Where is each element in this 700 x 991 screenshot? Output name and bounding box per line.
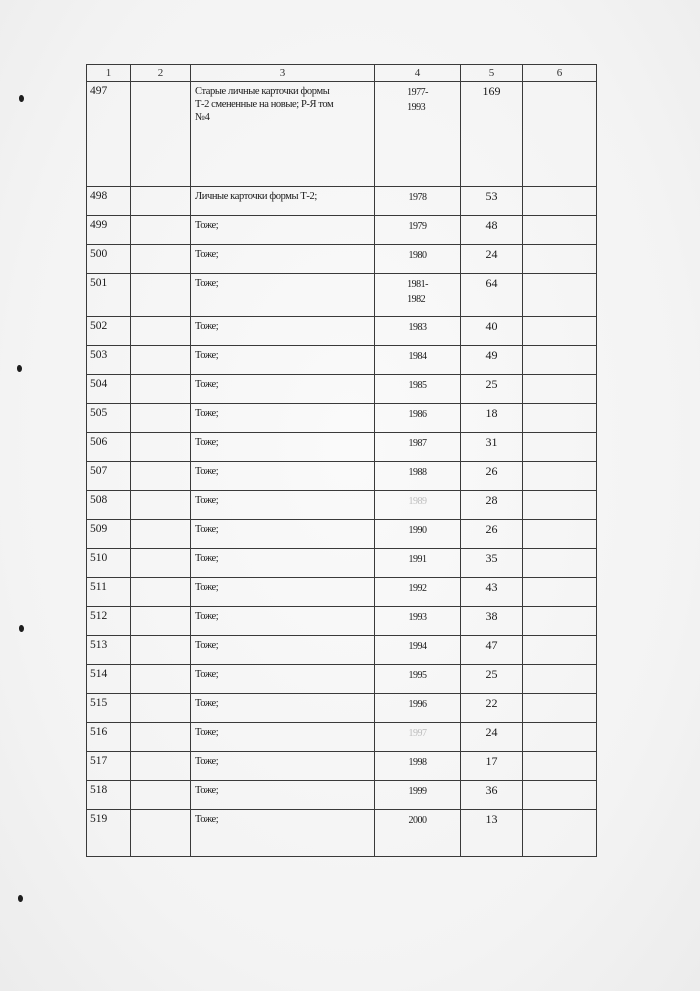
sheet-count-cell: 25 xyxy=(461,375,523,404)
table-body xyxy=(87,82,597,857)
year-value xyxy=(409,465,427,480)
description-cell xyxy=(191,694,375,723)
year-cell xyxy=(375,187,461,216)
description-line: №4 xyxy=(195,112,210,123)
item-number-cell: 516 xyxy=(87,723,131,752)
column-2-cell xyxy=(131,549,191,578)
notes-cell xyxy=(523,636,597,665)
notes-cell xyxy=(523,578,597,607)
column-2-cell xyxy=(131,216,191,245)
notes-cell xyxy=(523,665,597,694)
year-line: 1999 xyxy=(408,786,427,797)
description-cell xyxy=(191,433,375,462)
sheet-count-cell: 18 xyxy=(461,404,523,433)
year-cell xyxy=(375,317,461,346)
description-cell xyxy=(191,520,375,549)
description-cell xyxy=(191,549,375,578)
year-cell xyxy=(375,346,461,375)
item-number-cell: 518 xyxy=(87,781,131,810)
description-line: Тоже; xyxy=(195,698,219,709)
year-cell xyxy=(375,665,461,694)
description-cell xyxy=(191,274,375,317)
item-number-cell: 502 xyxy=(87,317,131,346)
description-cell xyxy=(191,317,375,346)
year-cell xyxy=(375,433,461,462)
table-row xyxy=(87,636,597,665)
column-2-cell xyxy=(131,187,191,216)
column-2-cell xyxy=(131,520,191,549)
year-line: 1992 xyxy=(408,583,427,594)
table-row xyxy=(87,216,597,245)
punch-hole-mark xyxy=(19,625,24,632)
description-line: Тоже; xyxy=(195,350,219,361)
item-number-cell: 515 xyxy=(87,694,131,723)
year-line: 1993 xyxy=(408,612,427,623)
year-value xyxy=(409,552,427,567)
year-value xyxy=(409,697,427,712)
year-cell xyxy=(375,723,461,752)
table-row xyxy=(87,752,597,781)
item-number-cell: 519 xyxy=(87,810,131,857)
year-line: 1986 xyxy=(408,409,427,420)
notes-cell xyxy=(523,404,597,433)
column-2-cell xyxy=(131,665,191,694)
notes-cell xyxy=(523,752,597,781)
punch-hole-mark xyxy=(17,365,22,372)
year-cell xyxy=(375,491,461,520)
year-line: 1985 xyxy=(408,380,427,391)
sheet-count-cell: 17 xyxy=(461,752,523,781)
year-value xyxy=(409,378,427,393)
notes-cell xyxy=(523,82,597,187)
year-line: 1991 xyxy=(408,554,427,565)
item-number-cell: 503 xyxy=(87,346,131,375)
notes-cell xyxy=(523,549,597,578)
year-line: 1984 xyxy=(408,351,427,362)
year-cell xyxy=(375,462,461,491)
year-value xyxy=(409,494,427,509)
sheet-count-cell: 49 xyxy=(461,346,523,375)
description-line: Тоже; xyxy=(195,727,219,738)
notes-cell xyxy=(523,694,597,723)
notes-cell xyxy=(523,781,597,810)
description-line: Тоже; xyxy=(195,814,219,825)
description-cell xyxy=(191,810,375,857)
archive-inventory-table xyxy=(86,64,597,857)
description-line: Тоже; xyxy=(195,582,219,593)
column-2-cell xyxy=(131,578,191,607)
sheet-count-cell: 25 xyxy=(461,665,523,694)
item-number-cell: 506 xyxy=(87,433,131,462)
item-number-cell: 497 xyxy=(87,82,131,187)
year-line: 1990 xyxy=(408,525,427,536)
column-2-cell xyxy=(131,375,191,404)
punch-hole-mark xyxy=(18,895,23,902)
sheet-count-cell: 64 xyxy=(461,274,523,317)
notes-cell xyxy=(523,433,597,462)
column-2-cell xyxy=(131,694,191,723)
column-2-cell xyxy=(131,346,191,375)
year-value xyxy=(409,755,427,770)
notes-cell xyxy=(523,274,597,317)
table-row xyxy=(87,578,597,607)
item-number-cell: 499 xyxy=(87,216,131,245)
year-value xyxy=(407,277,428,307)
column-2-cell xyxy=(131,781,191,810)
punch-hole-mark xyxy=(19,95,24,102)
table-row xyxy=(87,346,597,375)
year-cell xyxy=(375,274,461,317)
sheet-count-cell: 38 xyxy=(461,607,523,636)
sheet-count-cell: 36 xyxy=(461,781,523,810)
column-number-row xyxy=(87,65,597,82)
year-line: 1997 xyxy=(408,728,427,739)
year-line: 2000 xyxy=(408,815,427,826)
table-row xyxy=(87,723,597,752)
notes-cell xyxy=(523,317,597,346)
year-cell xyxy=(375,404,461,433)
table-row xyxy=(87,245,597,274)
column-header: 3 xyxy=(191,65,375,82)
table-row xyxy=(87,82,597,187)
year-line: 1996 xyxy=(408,699,427,710)
column-2-cell xyxy=(131,462,191,491)
table-row xyxy=(87,607,597,636)
sheet-count-cell: 43 xyxy=(461,578,523,607)
description-line: Т-2 смененные на новые; Р-Я том xyxy=(195,99,334,110)
table-row xyxy=(87,274,597,317)
notes-cell xyxy=(523,187,597,216)
year-cell xyxy=(375,781,461,810)
table-row xyxy=(87,491,597,520)
table-row xyxy=(87,187,597,216)
year-cell xyxy=(375,607,461,636)
item-number-cell: 508 xyxy=(87,491,131,520)
year-value xyxy=(409,219,427,234)
sheet-count-cell: 26 xyxy=(461,462,523,491)
year-line: 1983 xyxy=(408,322,427,333)
description-cell xyxy=(191,781,375,810)
description-line: Тоже; xyxy=(195,249,219,260)
column-2-cell xyxy=(131,404,191,433)
column-2-cell xyxy=(131,752,191,781)
year-line: 1980 xyxy=(408,250,427,261)
description-line: Тоже; xyxy=(195,640,219,651)
table-row xyxy=(87,462,597,491)
description-cell xyxy=(191,607,375,636)
description-line: Тоже; xyxy=(195,466,219,477)
description-line: Тоже; xyxy=(195,495,219,506)
year-cell xyxy=(375,810,461,857)
table-row xyxy=(87,665,597,694)
year-cell xyxy=(375,216,461,245)
year-line: 1989 xyxy=(408,496,427,507)
year-value xyxy=(409,523,427,538)
year-line: 1977- xyxy=(407,87,428,98)
item-number-cell: 501 xyxy=(87,274,131,317)
year-value xyxy=(409,639,427,654)
description-line: Тоже; xyxy=(195,611,219,622)
column-2-cell xyxy=(131,607,191,636)
description-line: Тоже; xyxy=(195,524,219,535)
year-line: 1987 xyxy=(408,438,427,449)
description-line: Тоже; xyxy=(195,669,219,680)
year-line: 1982 xyxy=(407,294,426,305)
table-row xyxy=(87,781,597,810)
year-cell xyxy=(375,520,461,549)
description-cell xyxy=(191,245,375,274)
sheet-count-cell: 48 xyxy=(461,216,523,245)
description-line: Тоже; xyxy=(195,278,219,289)
year-value xyxy=(409,320,427,335)
item-number-cell: 498 xyxy=(87,187,131,216)
year-line: 1978 xyxy=(408,192,427,203)
column-2-cell xyxy=(131,723,191,752)
year-value xyxy=(409,668,427,683)
sheet-count-cell: 22 xyxy=(461,694,523,723)
table-row xyxy=(87,549,597,578)
column-2-cell xyxy=(131,317,191,346)
year-line: 1995 xyxy=(408,670,427,681)
year-value xyxy=(409,784,427,799)
description-cell xyxy=(191,752,375,781)
year-value xyxy=(409,349,427,364)
item-number-cell: 509 xyxy=(87,520,131,549)
table-row xyxy=(87,694,597,723)
column-header: 4 xyxy=(375,65,461,82)
description-line: Тоже; xyxy=(195,321,219,332)
item-number-cell: 512 xyxy=(87,607,131,636)
item-number-cell: 517 xyxy=(87,752,131,781)
table-row xyxy=(87,404,597,433)
year-line: 1981- xyxy=(407,279,428,290)
year-value xyxy=(409,610,427,625)
table-row xyxy=(87,520,597,549)
column-2-cell xyxy=(131,636,191,665)
year-cell xyxy=(375,578,461,607)
notes-cell xyxy=(523,810,597,857)
column-2-cell xyxy=(131,810,191,857)
table-row xyxy=(87,317,597,346)
table-row xyxy=(87,375,597,404)
description-cell xyxy=(191,636,375,665)
sheet-count-cell: 13 xyxy=(461,810,523,857)
description-line: Тоже; xyxy=(195,379,219,390)
sheet-count-cell: 24 xyxy=(461,245,523,274)
table-row xyxy=(87,810,597,857)
column-header: 5 xyxy=(461,65,523,82)
year-value xyxy=(407,85,428,115)
description-cell xyxy=(191,462,375,491)
description-line: Тоже; xyxy=(195,220,219,231)
description-cell xyxy=(191,346,375,375)
table-row xyxy=(87,433,597,462)
notes-cell xyxy=(523,520,597,549)
year-cell xyxy=(375,636,461,665)
item-number-cell: 504 xyxy=(87,375,131,404)
description-cell xyxy=(191,82,375,187)
item-number-cell: 510 xyxy=(87,549,131,578)
year-cell xyxy=(375,694,461,723)
sheet-count-cell: 47 xyxy=(461,636,523,665)
sheet-count-cell: 26 xyxy=(461,520,523,549)
item-number-cell: 500 xyxy=(87,245,131,274)
year-line: 1988 xyxy=(408,467,427,478)
description-cell xyxy=(191,187,375,216)
description-cell xyxy=(191,491,375,520)
description-cell xyxy=(191,665,375,694)
description-line: Тоже; xyxy=(195,756,219,767)
item-number-cell: 511 xyxy=(87,578,131,607)
year-value xyxy=(409,407,427,422)
year-cell xyxy=(375,82,461,187)
item-number-cell: 505 xyxy=(87,404,131,433)
sheet-count-cell: 169 xyxy=(461,82,523,187)
year-cell xyxy=(375,549,461,578)
year-line: 1979 xyxy=(408,221,427,232)
sheet-count-cell: 35 xyxy=(461,549,523,578)
description-cell xyxy=(191,216,375,245)
description-line: Тоже; xyxy=(195,408,219,419)
description-cell xyxy=(191,578,375,607)
description-line: Личные карточки формы Т-2; xyxy=(195,191,317,202)
year-cell xyxy=(375,245,461,274)
column-header: 6 xyxy=(523,65,597,82)
column-2-cell xyxy=(131,274,191,317)
notes-cell xyxy=(523,216,597,245)
item-number-cell: 513 xyxy=(87,636,131,665)
sheet-count-cell: 40 xyxy=(461,317,523,346)
description-line: Тоже; xyxy=(195,437,219,448)
year-value xyxy=(409,190,427,205)
year-value xyxy=(409,581,427,596)
year-value xyxy=(409,436,427,451)
year-line: 1993 xyxy=(407,102,426,113)
sheet-count-cell: 24 xyxy=(461,723,523,752)
year-value xyxy=(409,813,427,828)
year-cell xyxy=(375,752,461,781)
item-number-cell: 507 xyxy=(87,462,131,491)
notes-cell xyxy=(523,462,597,491)
column-2-cell xyxy=(131,245,191,274)
notes-cell xyxy=(523,607,597,636)
column-2-cell xyxy=(131,82,191,187)
description-cell xyxy=(191,723,375,752)
sheet-count-cell: 28 xyxy=(461,491,523,520)
year-cell xyxy=(375,375,461,404)
notes-cell xyxy=(523,375,597,404)
description-cell xyxy=(191,404,375,433)
item-number-cell: 514 xyxy=(87,665,131,694)
year-value xyxy=(409,726,427,741)
notes-cell xyxy=(523,723,597,752)
year-line: 1994 xyxy=(408,641,427,652)
column-2-cell xyxy=(131,491,191,520)
column-header: 1 xyxy=(87,65,131,82)
description-line: Тоже; xyxy=(195,553,219,564)
notes-cell xyxy=(523,346,597,375)
notes-cell xyxy=(523,245,597,274)
description-cell xyxy=(191,375,375,404)
notes-cell xyxy=(523,491,597,520)
column-header: 2 xyxy=(131,65,191,82)
description-line: Старые личные карточки формы xyxy=(195,86,330,97)
sheet-count-cell: 31 xyxy=(461,433,523,462)
year-value xyxy=(409,248,427,263)
description-line: Тоже; xyxy=(195,785,219,796)
sheet-count-cell: 53 xyxy=(461,187,523,216)
year-line: 1998 xyxy=(408,757,427,768)
column-2-cell xyxy=(131,433,191,462)
